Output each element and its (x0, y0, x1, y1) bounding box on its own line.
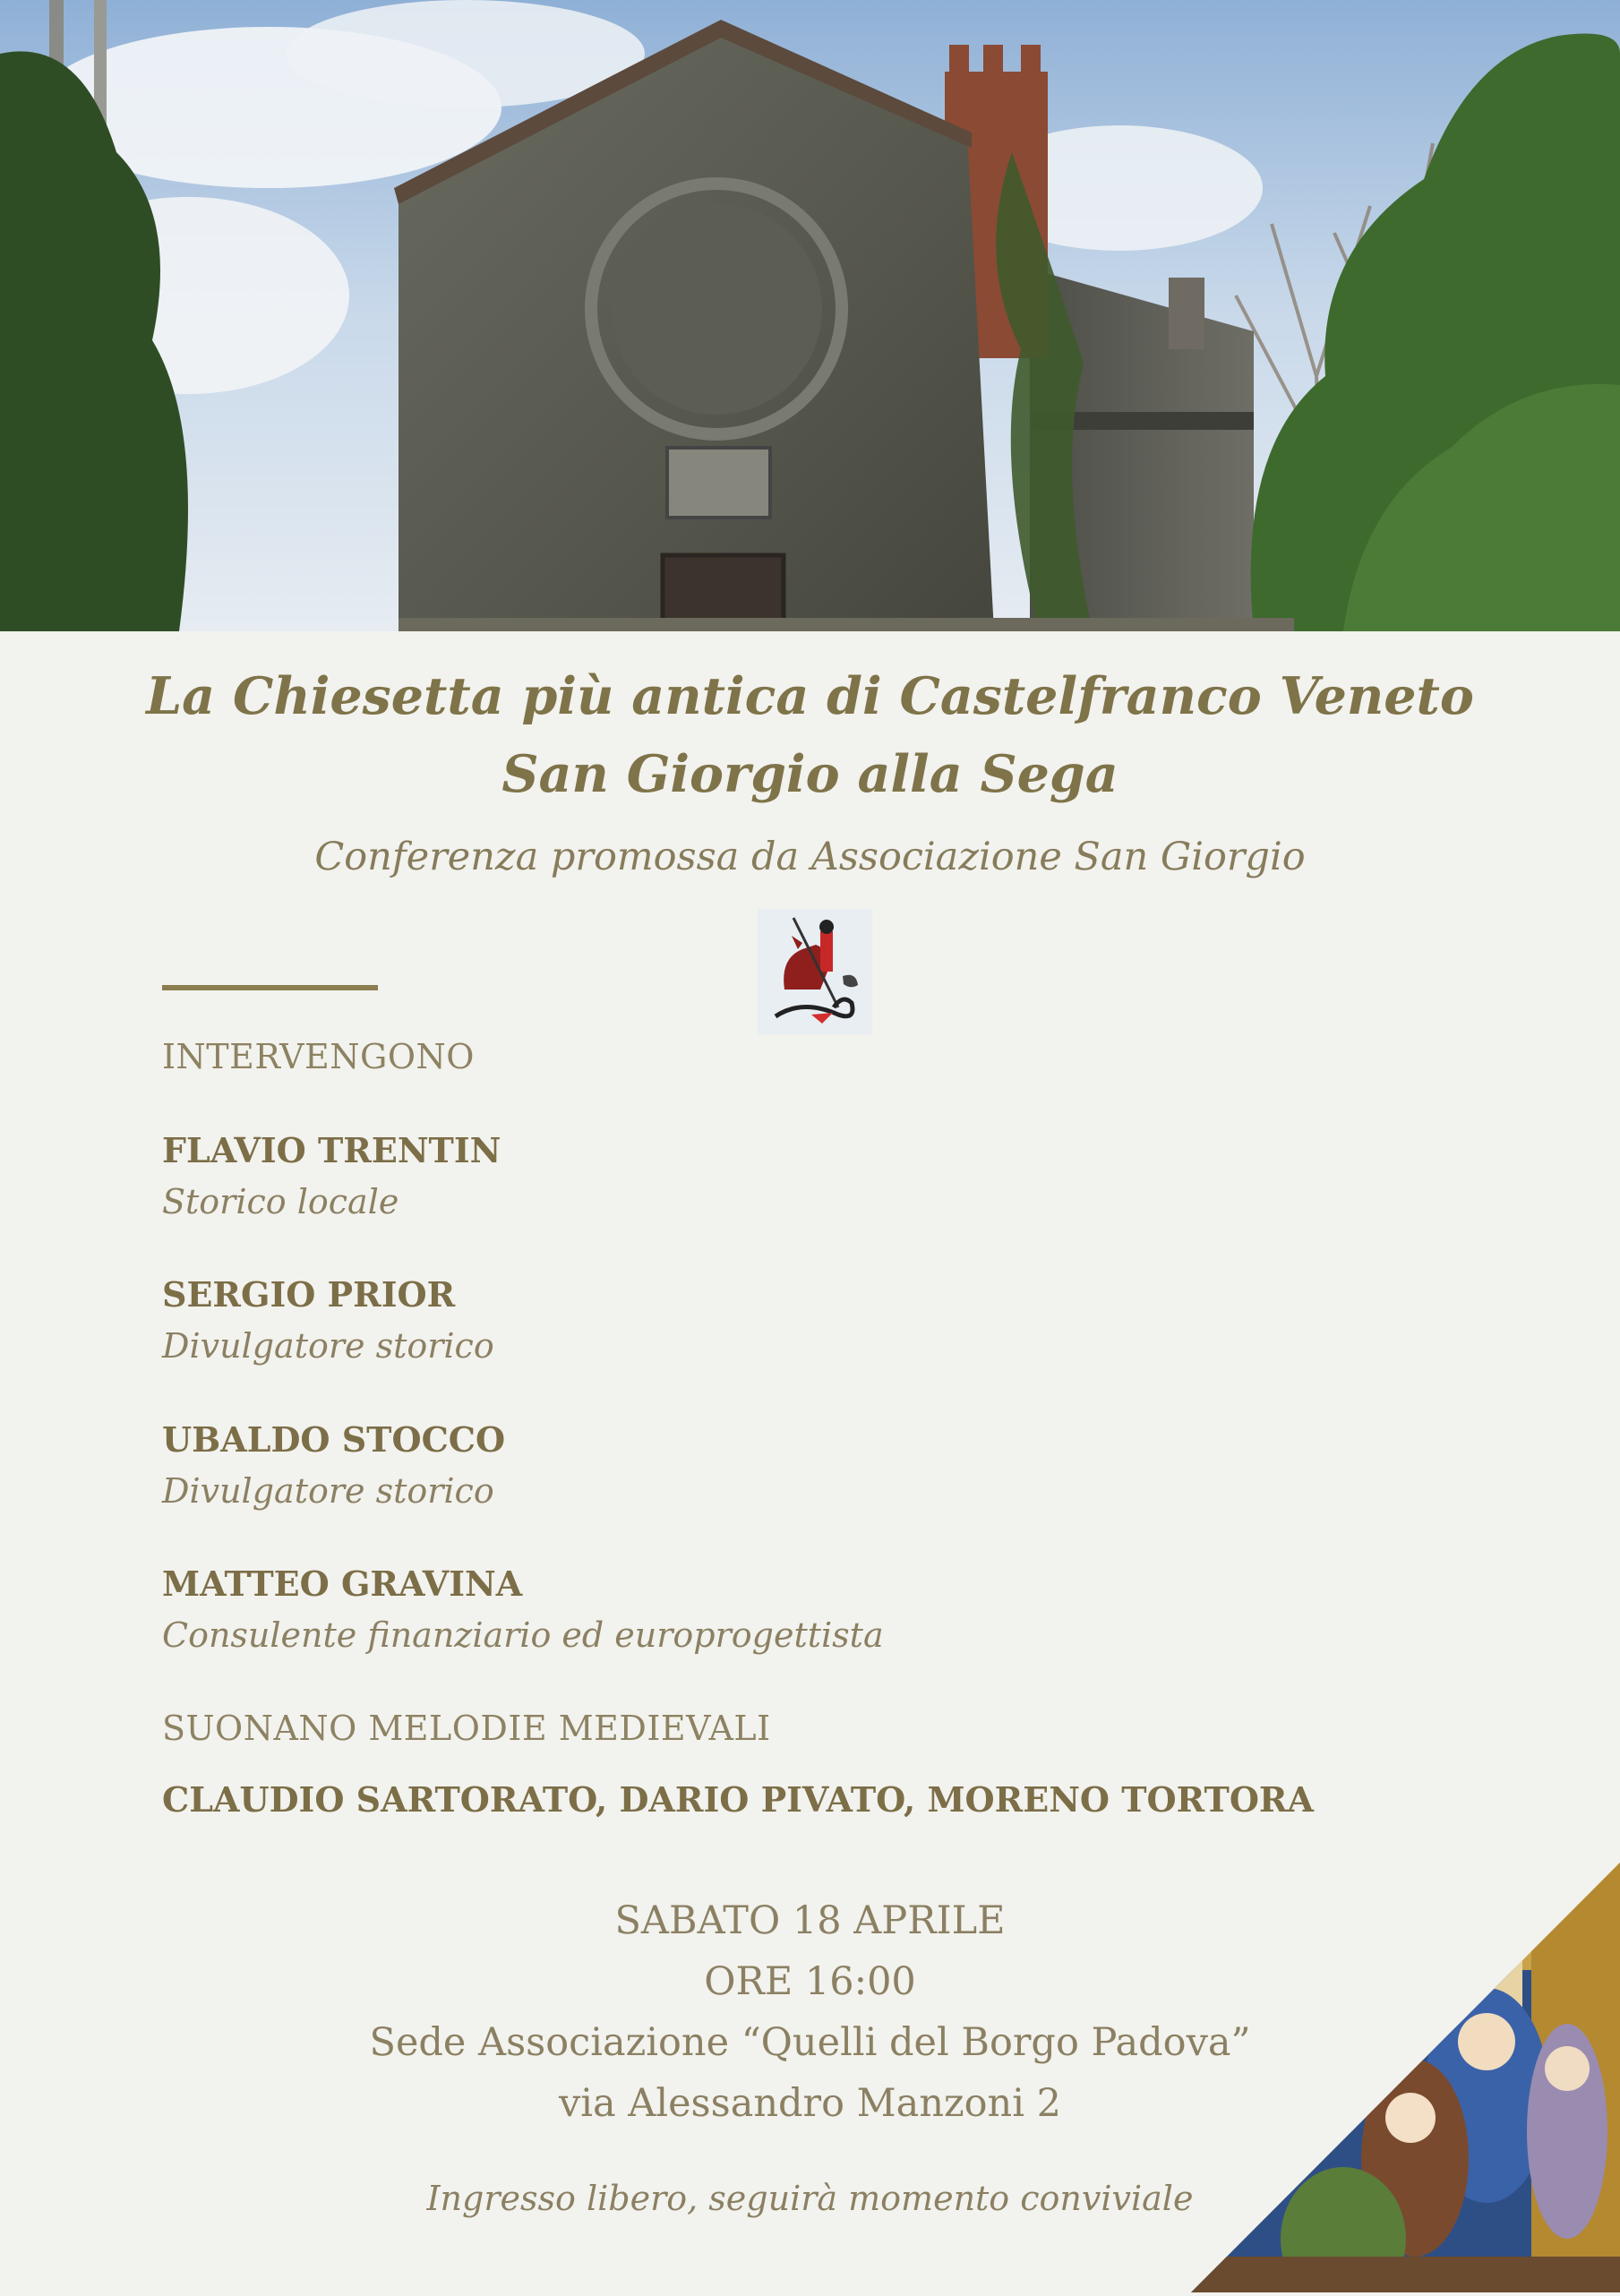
medieval-miniature-image (1191, 1863, 1620, 2292)
saint-george-dragon-icon (758, 909, 872, 1034)
speaker-name: UBALDO STOCCO (162, 1419, 506, 1460)
divider-rule (162, 985, 378, 990)
speaker-name: FLAVIO TRENTIN (162, 1130, 501, 1170)
title-line-1: La Chiesetta più antica di Castelfranco Veneto (146, 666, 1474, 726)
speaker-name: SERGIO PRIOR (162, 1274, 456, 1315)
title-line-2: San Giorgio alla Sega (501, 744, 1119, 804)
musicians-list: CLAUDIO SARTORATO, DARIO PIVATO, MORENO TORTORA (162, 1779, 1314, 1820)
subtitle: Conferenza promossa da Associazione San Giorgio (314, 835, 1306, 879)
speaker-role: Consulente finanziario ed europrogettista (162, 1615, 884, 1655)
speaker-role: Storico locale (162, 1182, 399, 1221)
event-address: via Alessandro Manzoni 2 (558, 2081, 1062, 2126)
speaker-role: Divulgatore storico (162, 1326, 494, 1366)
speakers-label: INTERVENGONO (162, 1037, 475, 1076)
event-venue: Sede Associazione “Quelli del Borgo Padova” (369, 2020, 1251, 2065)
speaker-role: Divulgatore storico (162, 1471, 494, 1511)
church-photo (0, 0, 1620, 631)
event-time: ORE 16:00 (704, 1959, 916, 2004)
entry-note: Ingresso libero, seguirà momento conviviale (426, 2179, 1194, 2218)
speaker-name: MATTEO GRAVINA (162, 1564, 523, 1604)
event-date: SABATO 18 APRILE (614, 1898, 1006, 1943)
music-label: SUONANO MELODIE MEDIEVALI (162, 1709, 771, 1748)
